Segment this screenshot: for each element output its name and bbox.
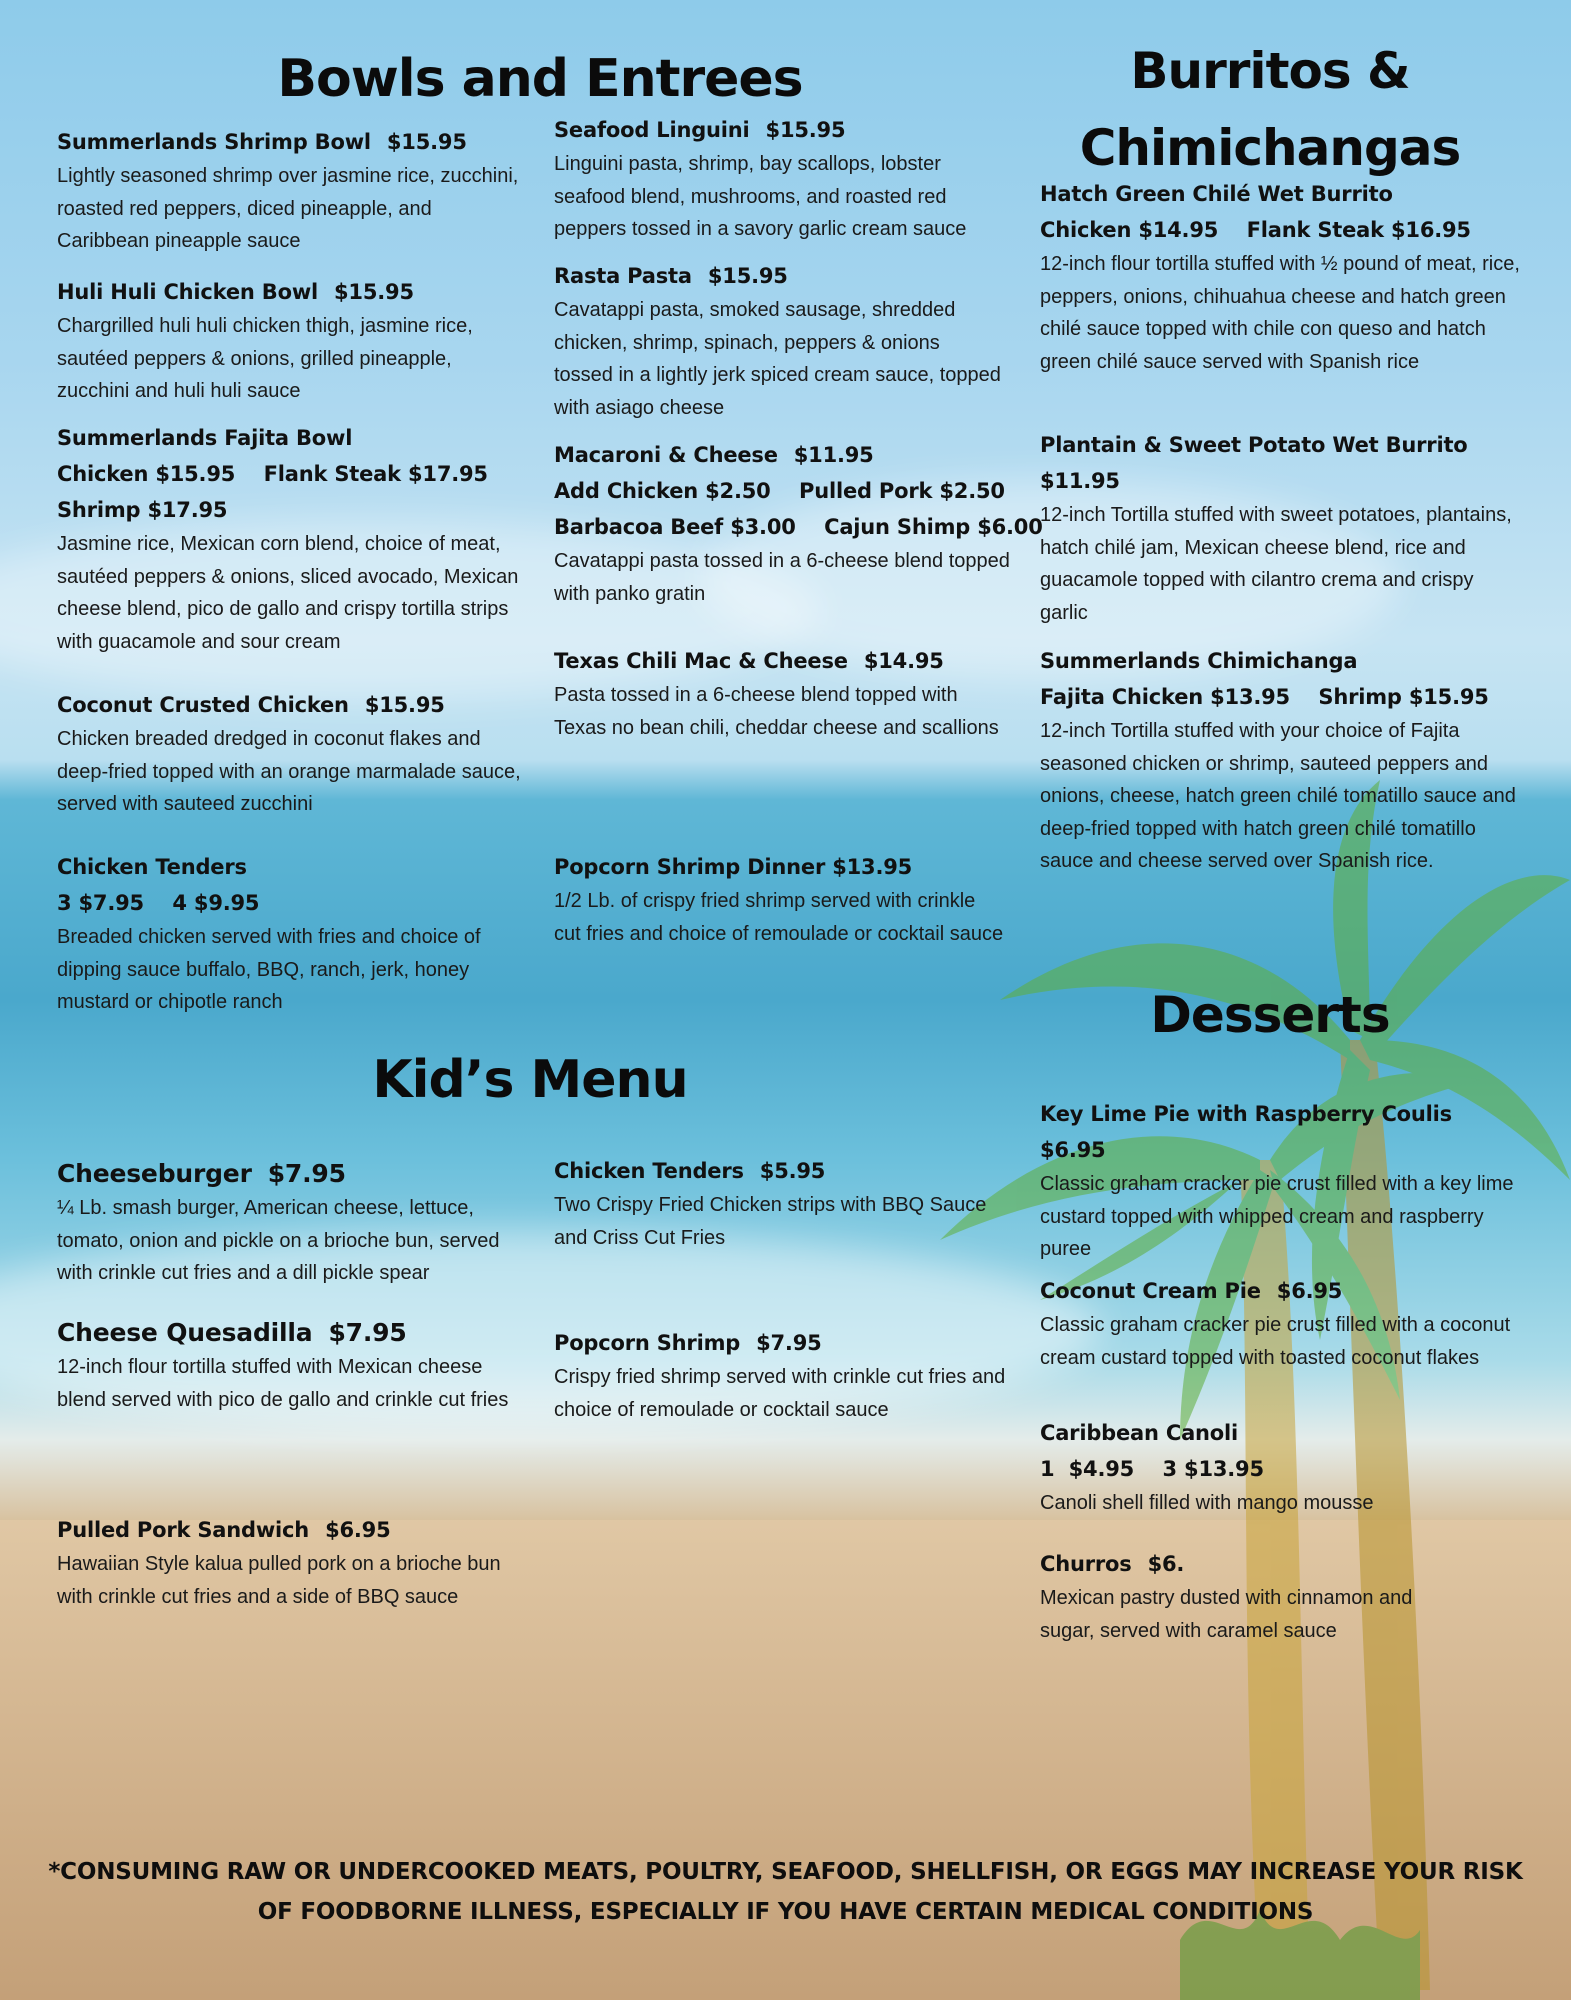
- menu-item: [1040, 427, 1520, 629]
- item-description: Chargrilled huli huli chicken thigh, jasmine rice, sautéed peppers & onions, grilled pineapple, zucchini and huli huli sauce: [57, 315, 473, 403]
- item-price: $6.: [1147, 1552, 1185, 1576]
- menu-item: [57, 274, 527, 408]
- menu-item: [554, 1153, 1014, 1254]
- item-price: $15.95: [765, 118, 846, 142]
- item-description: 1/2 Lb. of crispy fried shrimp served with crinkle cut fries and choice of remoulade or cocktail sauce: [554, 890, 1004, 945]
- item-price-options: Chicken $15.95 Flank Steak $17.95: [57, 462, 488, 486]
- item-description: Cavatappi pasta tossed in a 6-cheese blend topped with panko gratin: [554, 550, 1010, 605]
- item-price-options: Add Chicken $2.50 Pulled Pork $2.50: [554, 479, 1005, 503]
- item-name: Chicken Tenders: [554, 1159, 744, 1183]
- item-price: $11.95: [793, 443, 874, 467]
- item-name: Cheese Quesadilla: [57, 1318, 313, 1347]
- item-name: Rasta Pasta: [554, 264, 692, 288]
- item-price: $6.95: [1276, 1279, 1343, 1303]
- item-description: 12-inch flour tortilla stuffed with ½ pound of meat, rice, peppers, onions, chihuahua cheese and hatch green chilé sauce topped with chile con queso and hatch green chilé sauce served with Spanish rice: [1040, 253, 1520, 373]
- item-description: Jasmine rice, Mexican corn blend, choice of meat, sautéed peppers & onions, sliced avocado, Mexican cheese blend, pico de gallo and crispy tortilla strips with guacamole and sour cream: [57, 533, 519, 653]
- item-name: Seafood Linguini: [554, 118, 750, 142]
- item-price-options: $11.95: [1040, 469, 1120, 493]
- menu-item: [554, 112, 1004, 246]
- menu-item: [554, 849, 1004, 950]
- item-name: Chicken Tenders: [57, 855, 247, 879]
- item-description: Breaded chicken served with fries and choice of dipping sauce buffalo, BBQ, ranch, jerk, honey mustard or chipotle ranch: [57, 926, 481, 1014]
- item-price: $7.95: [267, 1159, 346, 1188]
- item-name: Huli Huli Chicken Bowl: [57, 280, 319, 304]
- item-price-options: Chicken $14.95 Flank Steak $16.95: [1040, 218, 1471, 242]
- item-price: $15.95: [386, 130, 467, 154]
- item-name: Summerlands Chimichanga: [1040, 649, 1358, 673]
- item-name: Popcorn Shrimp Dinner $13.95: [554, 855, 913, 879]
- menu-item: [57, 687, 527, 821]
- item-name: Churros: [1040, 1552, 1132, 1576]
- item-description: 12-inch Tortilla stuffed with sweet potatoes, plantains, hatch chilé jam, Mexican cheese blend, rice and guacamole topped with cilantro crema and crispy garlic: [1040, 504, 1512, 624]
- item-price: $14.95: [863, 649, 944, 673]
- item-name: Coconut Cream Pie: [1040, 1279, 1261, 1303]
- item-price: $6.95: [325, 1518, 391, 1542]
- menu-item: [57, 1156, 532, 1290]
- item-name: Coconut Crusted Chicken: [57, 693, 349, 717]
- item-name: Popcorn Shrimp: [554, 1331, 741, 1355]
- item-price: $15.95: [334, 280, 414, 304]
- item-description: Classic graham cracker pie crust filled with a key lime custard topped with whipped cream and raspberry puree: [1040, 1173, 1514, 1261]
- item-name: Plantain & Sweet Potato Wet Burrito: [1040, 433, 1468, 457]
- bowls-entrees-heading: Bowls and Entrees: [277, 49, 803, 109]
- item-price: $7.95: [756, 1331, 822, 1355]
- item-name: Macaroni & Cheese: [554, 443, 778, 467]
- item-price: $15.95: [707, 264, 788, 288]
- burritos-heading-line1: Burritos &: [1130, 42, 1410, 100]
- item-name: Cheeseburger: [57, 1159, 252, 1188]
- kids-menu-heading: Kid’s Menu: [372, 1050, 688, 1110]
- item-price-options: Barbacoa Beef $3.00 Cajun Shimp $6.00: [554, 515, 1043, 539]
- menu-item: [554, 258, 1004, 424]
- menu-item: [554, 1325, 1014, 1426]
- item-price: $6.95: [1040, 1138, 1106, 1162]
- item-name: Texas Chili Mac & Cheese: [554, 649, 848, 673]
- item-description: Mexican pastry dusted with cinnamon and sugar, served with caramel sauce: [1040, 1587, 1413, 1642]
- menu-item: [1040, 1096, 1520, 1266]
- menu-item: [57, 420, 527, 658]
- item-name: Pulled Pork Sandwich: [57, 1518, 310, 1542]
- item-description: Canoli shell filled with mango mousse: [1040, 1492, 1374, 1514]
- item-description: Lightly seasoned shrimp over jasmine rice, zucchini, roasted red peppers, diced pineapple, and Caribbean pineapple sauce: [57, 165, 519, 253]
- item-description: Hawaiian Style kalua pulled pork on a brioche bun with crinkle cut fries and a side of BBQ sauce: [57, 1553, 501, 1608]
- menu-item: [1040, 1273, 1520, 1374]
- item-description: Chicken breaded dredged in coconut flakes and deep-fried topped with an orange marmalade sauce, served with sauteed zucchini: [57, 728, 521, 816]
- item-description: Pasta tossed in a 6-cheese blend topped with Texas no bean chili, cheddar cheese and scallions: [554, 684, 999, 739]
- item-description: 12-inch Tortilla stuffed with your choice of Fajita seasoned chicken or shrimp, sauteed peppers and onions, cheese, hatch green chilé tomatillo sauce and deep-fried topped with hatch green chilé tomatillo sauce and cheese served over Spanish rice.: [1040, 720, 1516, 873]
- menu-item: [57, 849, 527, 1019]
- item-name: Key Lime Pie with Raspberry Coulis: [1040, 1102, 1452, 1126]
- item-name: Summerlands Fajita Bowl: [57, 426, 353, 450]
- disclaimer-line: *CONSUMING RAW OR UNDERCOOKED MEATS, POULTRY, SEAFOOD, SHELLFISH, OR EGGS MAY INCREASE YOUR RISK: [48, 1859, 1523, 1885]
- menu-item: [57, 124, 527, 258]
- item-price-options: Fajita Chicken $13.95 Shrimp $15.95: [1040, 685, 1489, 709]
- item-description: Linguini pasta, shrimp, bay scallops, lobster seafood blend, mushrooms, and roasted red peppers tossed in a savory garlic cream sauce: [554, 153, 967, 241]
- item-description: Classic graham cracker pie crust filled with a coconut cream custard topped with toasted coconut flakes: [1040, 1314, 1511, 1369]
- desserts-heading: Desserts: [1150, 986, 1390, 1044]
- menu-item: [1040, 643, 1520, 878]
- menu-item: [554, 643, 1004, 744]
- item-description: Crispy fried shrimp served with crinkle cut fries and choice of remoulade or cocktail sauce: [554, 1366, 1006, 1421]
- item-price: $7.95: [328, 1318, 407, 1347]
- menu-item: [1040, 176, 1520, 378]
- menu-item: [1040, 1546, 1440, 1647]
- disclaimer-line: OF FOODBORNE ILLNESS, ESPECIALLY IF YOU HAVE CERTAIN MEDICAL CONDITIONS: [257, 1899, 1314, 1925]
- item-name: Caribbean Canoli: [1040, 1421, 1239, 1445]
- burritos-heading-line2: Chimichangas: [1079, 119, 1461, 177]
- item-price: $15.95: [364, 693, 445, 717]
- item-description: Cavatappi pasta, smoked sausage, shredded chicken, shrimp, spinach, peppers & onions tossed in a lightly jerk spiced cream sauce, topped with asiago cheese: [554, 299, 1001, 419]
- menu-item: [57, 1512, 532, 1613]
- item-price-options: 3 $7.95 4 $9.95: [57, 891, 260, 915]
- menu-item: [57, 1315, 532, 1416]
- health-disclaimer: [40, 1852, 1531, 1932]
- menu-item: [1040, 1415, 1520, 1520]
- item-price-options: Shrimp $17.95: [57, 498, 228, 522]
- item-price-options: 1 $4.95 3 $13.95: [1040, 1457, 1264, 1481]
- item-price: $5.95: [759, 1159, 826, 1183]
- item-description: ¼ Lb. smash burger, American cheese, lettuce, tomato, onion and pickle on a brioche bun, served with crinkle cut fries and a dill pickle spear: [57, 1197, 500, 1285]
- menu-item: [554, 437, 1043, 610]
- item-name: Hatch Green Chilé Wet Burrito: [1040, 182, 1393, 206]
- item-name: Summerlands Shrimp Bowl: [57, 130, 371, 154]
- item-description: Two Crispy Fried Chicken strips with BBQ Sauce and Criss Cut Fries: [554, 1194, 987, 1249]
- item-description: 12-inch flour tortilla stuffed with Mexican cheese blend served with pico de gallo and crinkle cut fries: [57, 1356, 509, 1411]
